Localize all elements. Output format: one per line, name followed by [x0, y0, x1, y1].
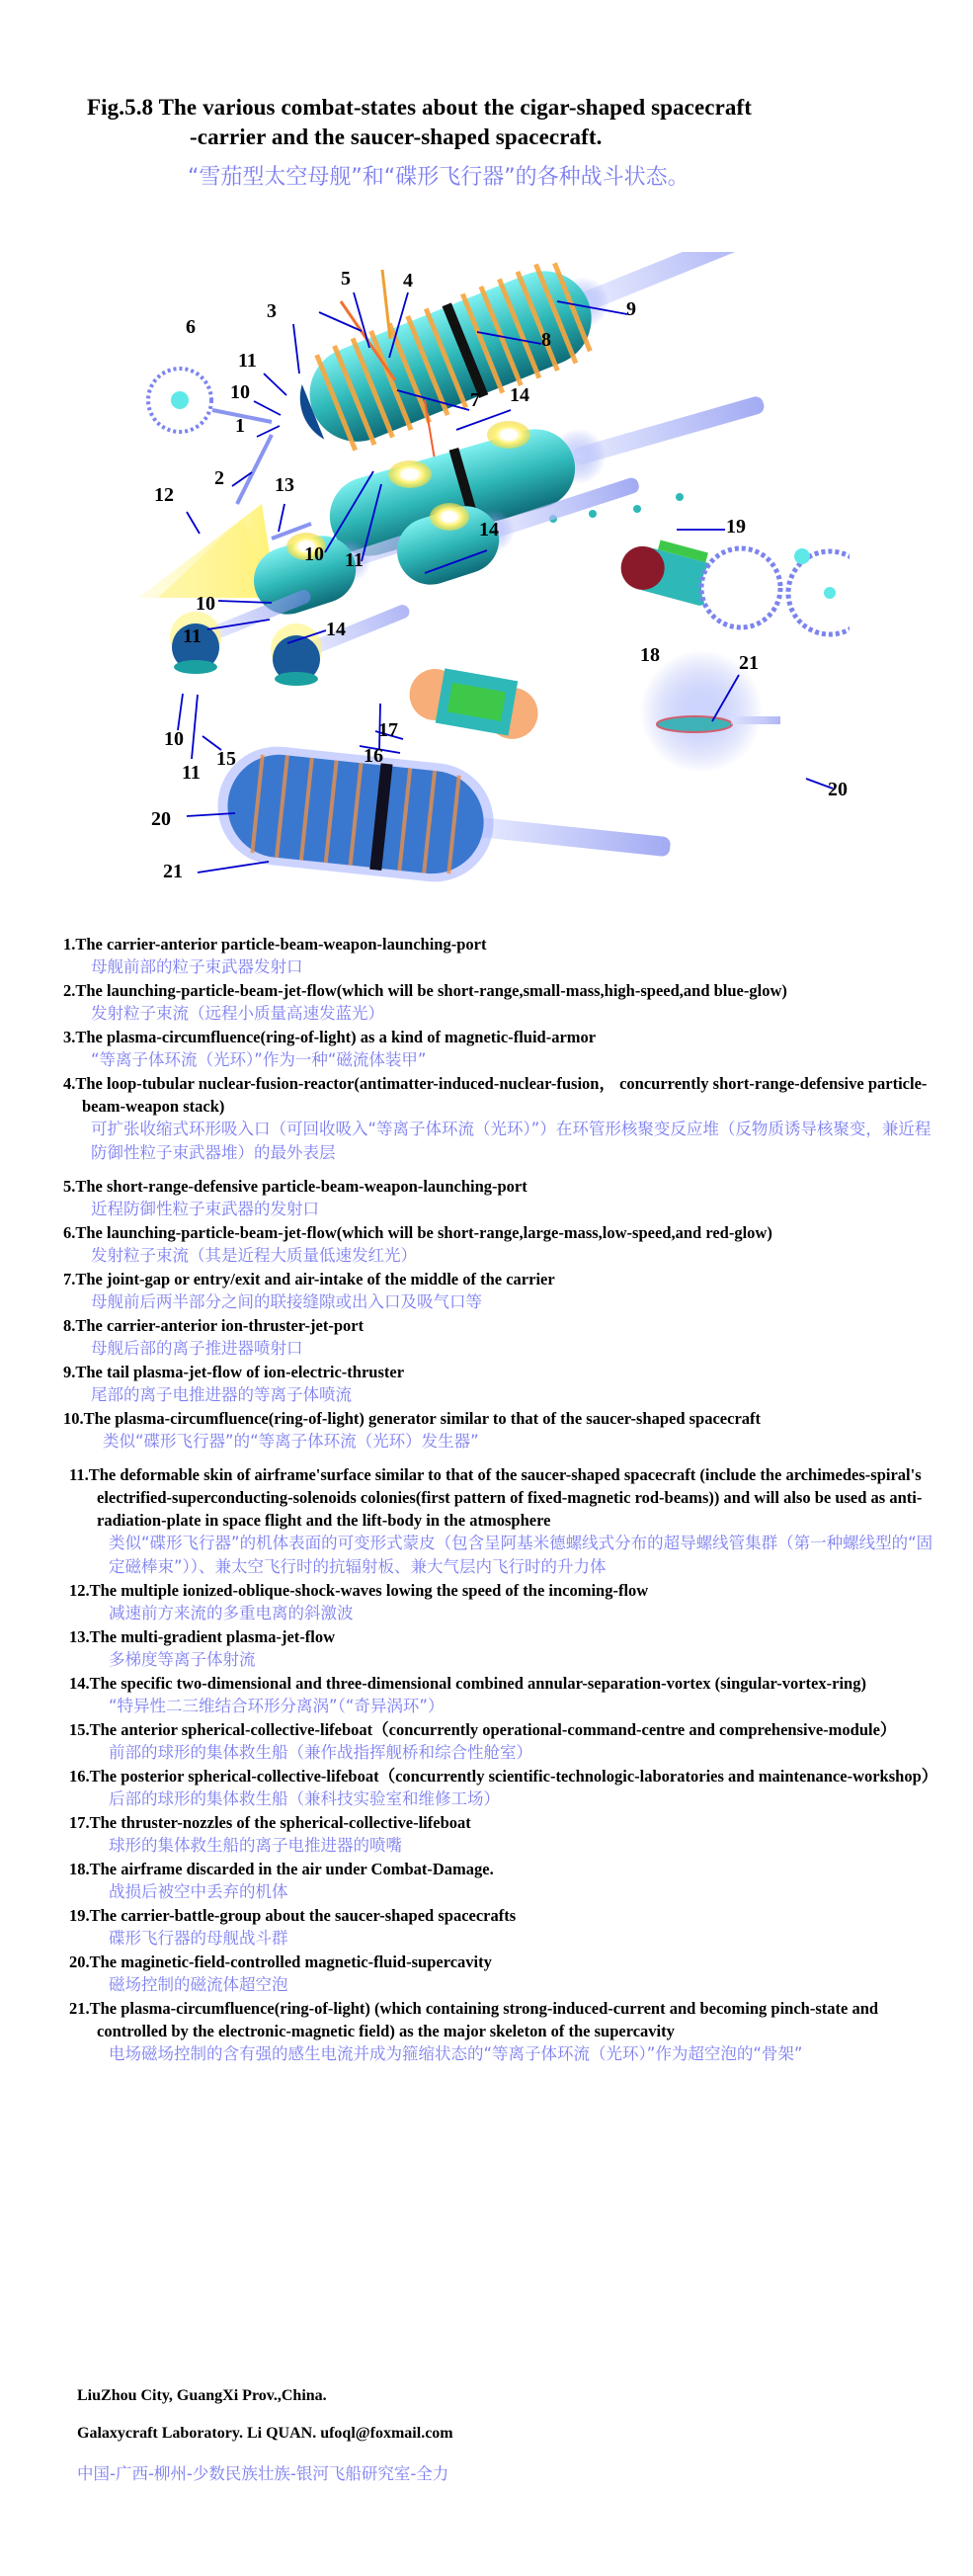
legend-item-12 [63, 1579, 942, 1625]
legend-item-zh: 碟形飞行器的母舰战斗群 [109, 1929, 288, 1948]
legend-item-3 [63, 1026, 942, 1072]
footer [77, 2385, 453, 2484]
callout-14: 14 [510, 384, 529, 406]
legend-item-en: 10.The plasma-circumfluence(ring-of-light) generator similar to that of the saucer-shaped spacecraft [63, 1409, 762, 1428]
legend-item-16 [63, 1765, 942, 1811]
callout-7: 7 [470, 389, 480, 411]
callout-11: 11 [238, 350, 257, 372]
legend-item-zh: 尾部的离子电推进器的等离子体喷流 [91, 1385, 352, 1404]
legend-item-zh: “等离子体环流（光环）”作为一种“磁流体装甲” [91, 1050, 427, 1069]
legend-item-15 [63, 1718, 942, 1765]
legend-item-zh: 电场磁场控制的含有强的感生电流并成为箍缩状态的“等离子体环流（光环）”作为超空泡的“骨架” [109, 2044, 803, 2063]
legend-item-5 [63, 1175, 942, 1221]
legend-item-4 [63, 1072, 942, 1165]
legend-item-2 [63, 979, 942, 1026]
ring-of-light [388, 460, 432, 488]
legend-item-en: 20.The maginetic-field-controlled magnetic-fluid-supercavity [69, 1953, 492, 1971]
legend-item-en: 21.The plasma-circumfluence(ring-of-light) (which containing strong-induced-current and becoming pinch-state and controlled by the electronic-magnetic field) as the major skeleton of the supercavity [69, 1999, 879, 2040]
legend-item-zh: 母舰前部的粒子束武器发射口 [91, 957, 303, 976]
legend-item-en: 2.The launching-particle-beam-jet-flow(which will be short-range,small-mass,high-speed,and blue-glow) [63, 981, 787, 1000]
legend-item-en: 3.The plasma-circumfluence(ring-of-light) as a kind of magnetic-fluid-armor [63, 1028, 597, 1046]
legend-item-en: 13.The multi-gradient plasma-jet-flow [69, 1627, 336, 1646]
legend-item-en: 4.The loop-tubular nuclear-fusion-reactor(antimatter-induced-nuclear-fusion， concurrently short-range-defensive particle-beam-weapon stack) [63, 1074, 928, 1116]
callout-19: 19 [726, 516, 746, 538]
callout-11d: 11 [182, 762, 201, 784]
legend-item-11 [63, 1463, 942, 1579]
legend-item-9 [63, 1361, 942, 1407]
callout-8: 8 [541, 329, 551, 351]
legend-item-zh: 球形的集体救生船的离子电推进器的喷嘴 [109, 1836, 402, 1855]
legend-item-6 [63, 1221, 942, 1268]
legend-item-zh: 母舰前后两半部分之间的联接缝隙或出入口及吸气口等 [91, 1292, 482, 1311]
legend-item-zh: 近程防御性粒子束武器的发射口 [91, 1200, 319, 1218]
legend-item-8 [63, 1314, 942, 1361]
callout-1: 1 [235, 415, 245, 437]
carrier-supercavity [212, 741, 677, 889]
callout-21: 21 [739, 652, 759, 674]
legend-item-18 [63, 1858, 942, 1904]
legend-item-en: 1.The carrier-anterior particle-beam-weapon-launching-port [63, 935, 487, 954]
legend-item-zh: 类似“碟形飞行器”的机体表面的可变形式蒙皮（包含呈阿基米德螺线式分布的超导螺线管集群（第一种螺线型的“固定磁棒束”））、兼太空飞行时的抗辐射板、兼大气层内飞行时的升力体 [109, 1534, 933, 1576]
callout-11c: 11 [183, 625, 202, 647]
callout-14c: 14 [326, 619, 346, 640]
legend-item-en: 15.The anterior spherical-collective-lifeboat（concurrently operational-command-centre and comprehensive-module） [69, 1720, 897, 1739]
callout-4: 4 [403, 270, 413, 291]
legend-item-en: 14.The specific two-dimensional and three-dimensional combined annular-separation-vortex (singular-vortex-ring) [69, 1674, 866, 1693]
figure-title-chinese: “雪茄型太空母舰”和“碟形飞行器”的各种战斗状态。 [188, 165, 689, 190]
legend-item-20 [63, 1951, 942, 1997]
footer-location: LiuZhou City, GuangXi Prov.,China. [77, 2387, 327, 2404]
callout-10b: 10 [304, 543, 324, 565]
spacecraft-illustration [138, 252, 850, 889]
legend-item-21 [63, 1997, 942, 2066]
callout-10c: 10 [196, 593, 215, 615]
legend-item-zh: 可扩张收缩式环形吸入口（可回收吸入“等离子体环流（光环）”）在环管形核聚变反应堆（反物质诱导核聚变，兼近程防御性粒子束武器堆）的最外表层 [91, 1120, 932, 1162]
red-beam [382, 270, 390, 339]
callout-16: 16 [364, 745, 383, 767]
callout-20b: 20 [828, 779, 848, 800]
callout-18: 18 [640, 644, 660, 666]
legend-item-en: 19.The carrier-battle-group about the saucer-shaped spacecrafts [69, 1906, 517, 1925]
callout-12: 12 [154, 484, 174, 506]
figure-title [87, 93, 752, 152]
ring-of-light [487, 421, 530, 449]
legend-item-zh: 类似“碟形飞行器”的“等离子体环流（光环）发生器” [103, 1432, 479, 1451]
legend-item-zh: 发射粒子束流（其是近程大质量低速发红光） [91, 1246, 417, 1265]
callout-9: 9 [626, 298, 636, 320]
callout-20: 20 [151, 808, 171, 830]
legend-item-en: 11.The deformable skin of airframe'surface similar to that of the saucer-shaped spacecraft (include the archimedes-spiral's electrified-superconducting-solenoids colonies(first pattern of fixed-magnetic rod-beams)) and will also be used as anti-radiation-plate in space flight and the lift-body in the atmosphere [69, 1465, 923, 1530]
legend-item-en: 7.The joint-gap or entry/exit and air-intake of the middle of the carrier [63, 1270, 555, 1288]
legend-item-19 [63, 1904, 942, 1951]
lifeboat-posterior [271, 603, 412, 686]
callout-17: 17 [378, 719, 398, 741]
legend-item-zh: 前部的球形的集体救生船（兼作战指挥舰桥和综合性舱室） [109, 1743, 532, 1762]
callout-3: 3 [267, 300, 277, 322]
figure-title-line2: -carrier and the saucer-shaped spacecraft. [190, 125, 603, 149]
legend-item-17 [63, 1811, 942, 1858]
callout-6: 6 [186, 316, 196, 338]
callout-10d: 10 [164, 728, 184, 750]
legend-list [63, 933, 942, 2066]
legend-item-en: 12.The multiple ionized-oblique-shock-waves lowing the speed of the incoming-flow [69, 1581, 649, 1600]
legend-item-zh: 磁场控制的磁流体超空泡 [109, 1975, 288, 1994]
footer-lab-contact: Galaxycraft Laboratory. Li QUAN. ufoql@foxmail.com [77, 2425, 453, 2442]
legend-item-10 [63, 1407, 942, 1454]
callout-15: 15 [216, 748, 236, 770]
legend-item-en: 16.The posterior spherical-collective-lifeboat（concurrently scientific-technologic-laboratories and maintenance-workshop） [69, 1767, 938, 1786]
legend-item-7 [63, 1268, 942, 1314]
legend-item-zh: 减速前方来流的多重电离的斜激波 [109, 1604, 354, 1622]
legend-item-zh: “特异性二三维结合环形分离涡”（“奇异涡环”） [109, 1697, 445, 1715]
callout-13: 13 [275, 474, 294, 496]
legend-item-en: 9.The tail plasma-jet-flow of ion-electric-thruster [63, 1363, 405, 1381]
callout-5: 5 [341, 268, 351, 290]
legend-item-1 [63, 933, 942, 979]
damaged-airframe [405, 663, 543, 743]
legend-item-13 [63, 1625, 942, 1672]
callout-2: 2 [214, 467, 224, 489]
legend-item-en: 18.The airframe discarded in the air under Combat-Damage. [69, 1860, 494, 1878]
callout-10: 10 [230, 381, 250, 403]
plasma-burst [701, 548, 780, 627]
plasma-burst [788, 551, 850, 634]
legend-item-zh: 母舰后部的离子推进器喷射口 [91, 1339, 303, 1358]
callout-21b: 21 [163, 861, 183, 882]
saucer-spacecraft [657, 716, 732, 732]
legend-item-zh: 战损后被空中丢弃的机体 [109, 1882, 288, 1901]
callout-11b: 11 [345, 549, 364, 571]
legend-item-en: 5.The short-range-defensive particle-beam-weapon-launching-port [63, 1177, 527, 1196]
figure-title-line1: Fig.5.8 The various combat-states about the cigar-shaped spacecraft [87, 95, 753, 120]
footer-chinese: 中国-广西-柳州-少数民族壮族-银河飞船研究室-全力 [77, 2464, 449, 2483]
legend-item-zh: 后部的球形的集体救生船（兼科技实验室和维修工场） [109, 1789, 500, 1808]
legend-item-en: 17.The thruster-nozzles of the spherical-collective-lifeboat [69, 1813, 471, 1832]
legend-item-en: 6.The launching-particle-beam-jet-flow(which will be short-range,large-mass,low-speed,and red-glow) [63, 1223, 772, 1242]
legend-item-en: 8.The carrier-anterior ion-thruster-jet-port [63, 1316, 365, 1335]
legend-item-zh: 多梯度等离子体射流 [109, 1650, 256, 1669]
callout-14b: 14 [479, 519, 499, 540]
legend-item-zh: 发射粒子束流（远程小质量高速发蓝光） [91, 1004, 384, 1023]
legend-item-14 [63, 1672, 942, 1718]
